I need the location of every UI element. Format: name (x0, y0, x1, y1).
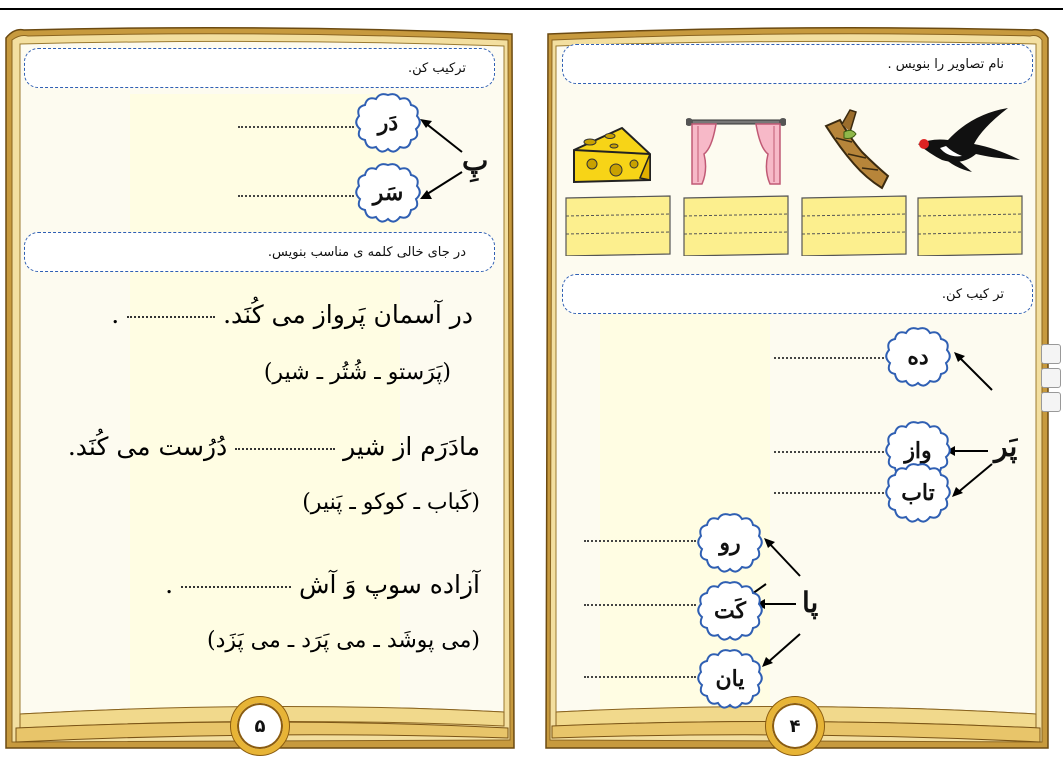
answer-line[interactable] (238, 126, 354, 128)
options-3: (می پوشَد ـ می پَرَد ـ می پَزَد) (207, 628, 480, 653)
syllable-yan: یان (715, 666, 745, 692)
curtain-icon (686, 114, 786, 188)
write-box[interactable] (916, 194, 1024, 256)
options-2: (کَباب ـ کوکو ـ پَنیر) (302, 490, 480, 515)
root-syllable: پا (802, 586, 819, 619)
sentence-period: . (111, 300, 120, 329)
blank[interactable] (181, 586, 291, 588)
syllable-flower (696, 580, 764, 642)
answer-line[interactable] (774, 357, 884, 359)
syllable-vaz: واز (904, 438, 932, 464)
answer-line[interactable] (584, 540, 696, 542)
syllable-tab: تاب (901, 480, 935, 506)
side-tab[interactable] (1041, 392, 1061, 412)
syllable-kat: کَت (713, 598, 747, 624)
blank[interactable] (127, 316, 215, 318)
instruction-name-images (562, 44, 1033, 84)
instruction-text: در جای خالی کلمه ی مناسب بنویس. (267, 244, 466, 260)
side-tab[interactable] (1041, 344, 1061, 364)
sentence-1 (111, 300, 473, 329)
syllable-dar: دَر (377, 110, 399, 136)
instruction-text: نام تصاویر را بنویس . (887, 56, 1004, 72)
instruction-text: تر کیب کن. (941, 286, 1004, 302)
instruction-fill-blank (24, 232, 495, 272)
write-box[interactable] (564, 194, 672, 256)
branch-icon (822, 108, 894, 192)
syllable-deh: ده (907, 344, 929, 370)
page-number-left (231, 697, 289, 755)
answer-line[interactable] (774, 492, 884, 494)
write-box[interactable] (682, 194, 790, 256)
root-syllable: پَر (994, 430, 1018, 463)
syllable-flower (884, 326, 952, 388)
answer-line[interactable] (584, 676, 696, 678)
syllable-sar: سَر (372, 180, 404, 206)
syllable-ru: رو (719, 530, 741, 556)
options-1: (پَرَستو ـ شُتُر ـ شیر) (263, 360, 451, 385)
answer-line[interactable] (238, 195, 354, 197)
sentence-text: مادَرَم از شیر (343, 432, 480, 461)
swallow-bird-icon (912, 108, 1022, 180)
sentence-2 (68, 432, 480, 461)
blank[interactable] (235, 448, 335, 450)
sentence-text: آزاده سوپ وَ آش (299, 570, 480, 599)
syllable-flower (354, 92, 422, 154)
page-number-text: ۵ (254, 715, 266, 737)
cheese-icon (570, 124, 654, 190)
instruction-text: ترکیب کن. (407, 60, 466, 76)
syllable-flower (884, 462, 952, 524)
sentence-3 (165, 570, 480, 599)
page-number-right (766, 697, 824, 755)
syllable-flower (354, 162, 422, 224)
syllable-flower (696, 512, 764, 574)
sentence-text: دُرُست می کُنَد. (67, 432, 228, 461)
syllable-flower (696, 648, 764, 710)
answer-line[interactable] (584, 604, 696, 606)
instruction-combine-right (562, 274, 1033, 314)
answer-line[interactable] (774, 451, 884, 453)
root-syllable: پِ (462, 144, 489, 177)
sentence-text: در آسمان پَرواز می کُنَد. (223, 300, 473, 329)
instruction-combine-left (24, 48, 495, 88)
sentence-period: . (165, 570, 174, 599)
side-tab[interactable] (1041, 368, 1061, 388)
page-number-text: ۴ (789, 715, 801, 737)
write-box[interactable] (800, 194, 908, 256)
